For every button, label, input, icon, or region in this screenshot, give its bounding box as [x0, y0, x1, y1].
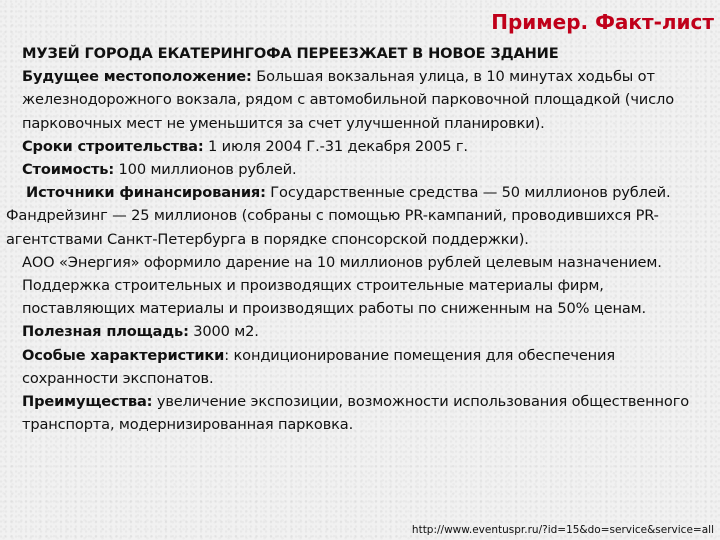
location-text: Большая вокзальная улица, в 10 минутах ходьбы от железнодорожного вокзала, рядом с автомобильной парковочной площадкой (число парковочных мест не уменьшится за счет улучшенной планировки).	[22, 68, 674, 132]
support-paragraph: Поддержка строительных и производящих строительные материалы фирм, поставляющих материалы и производящих работы по сниженным на 50% ценам.	[22, 277, 646, 318]
cost-text: 100 миллионов рублей.	[114, 161, 297, 179]
funding-text: Государственные средства — 50 миллионов рублей.	[265, 184, 671, 202]
timing-term: Сроки строительства:	[22, 137, 204, 155]
fact-sheet-body	[6, 42, 714, 436]
source-url[interactable]: http://www.eventuspr.ru/?id=15&do=service&service=all	[411, 524, 714, 536]
area-text: 3000 м2.	[188, 323, 259, 341]
features-paragraph	[6, 344, 714, 390]
fundraising-paragraph: Фандрейзинг — 25 миллионов (собраны с помощью PR-кампаний, проводившихся PR-агентствами Санкт-Петербурга в порядке спонсорской поддержки).	[6, 207, 659, 248]
advantages-paragraph	[6, 390, 714, 436]
features-text: : кондиционирование помещения для обеспечения сохранности экспонатов.	[22, 346, 616, 387]
area-paragraph	[6, 320, 714, 343]
advantages-text: увеличение экспозиции, возможности использования общественного транспорта, модернизированная парковка.	[22, 393, 689, 434]
donation-paragraph: АОО «Энергия» оформило дарение на 10 миллионов рублей целевым назначением.	[22, 253, 662, 271]
cost-term: Стоимость:	[22, 161, 115, 179]
cost-paragraph	[6, 158, 714, 181]
advantages-term: Преимущества:	[22, 393, 153, 411]
funding-term: Источники финансирования:	[26, 184, 266, 202]
features-term: Особые характеристики	[22, 346, 225, 364]
funding-paragraph	[6, 181, 714, 204]
location-term: Будущее местоположение:	[22, 68, 252, 86]
area-term: Полезная площадь:	[22, 323, 189, 341]
timing-paragraph	[6, 135, 714, 158]
slide-title: Пример. Факт-лист	[491, 10, 714, 34]
fact-sheet-heading: МУЗЕЙ ГОРОДА ЕКАТЕРИНГОФА ПЕРЕЕЗЖАЕТ В НОВОЕ ЗДАНИЕ	[22, 45, 559, 62]
location-paragraph	[6, 65, 714, 135]
timing-text: 1 июля 2004 Г.-31 декабря 2005 г.	[203, 137, 468, 155]
